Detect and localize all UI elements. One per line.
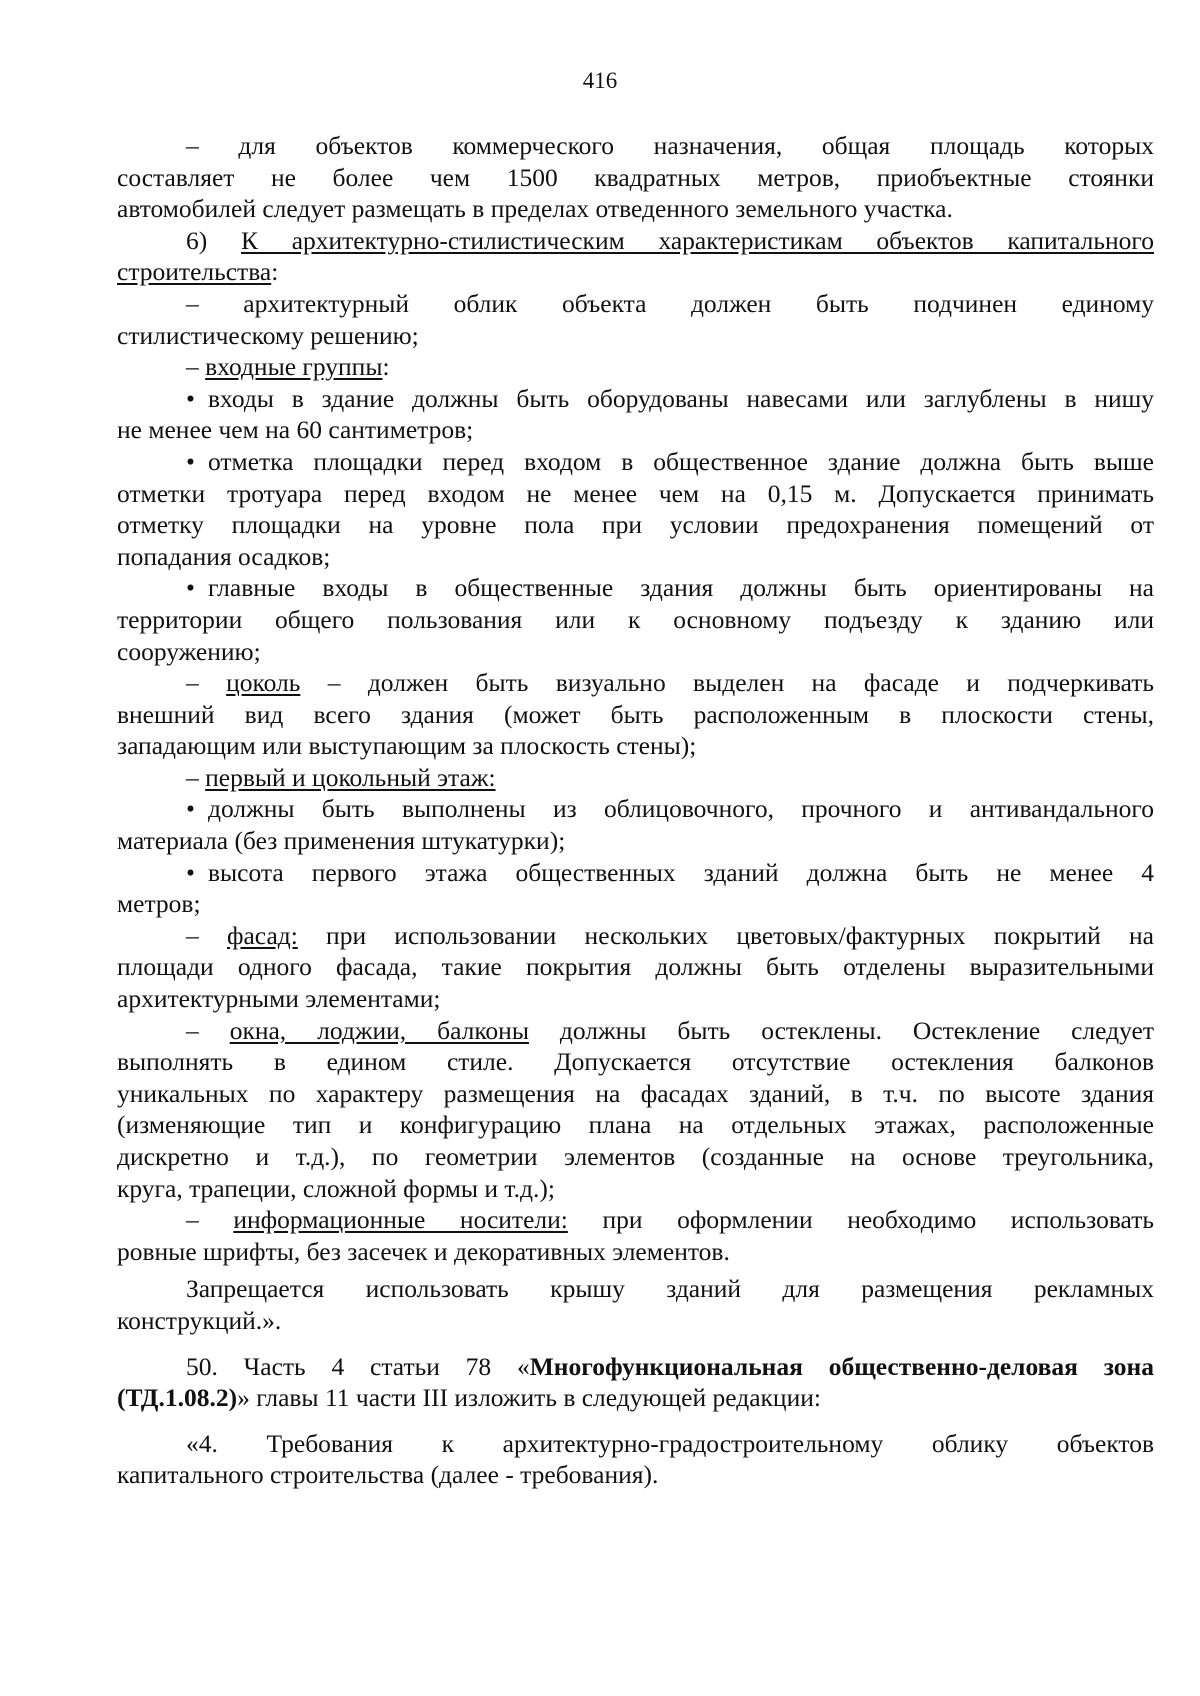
text-line xyxy=(117,730,1154,762)
text-run: ровные шрифты, без засечек и декоративных элементов. xyxy=(117,1236,730,1266)
text-run: капитального строительства (далее - требования). xyxy=(117,1460,659,1490)
text-run: должны быть остеклены. Остекление следует xyxy=(528,1015,1154,1045)
bullet-icon: • xyxy=(186,857,195,887)
text-line xyxy=(117,699,1154,731)
text-run: отметка площадки перед входом в общественное здание должна быть выше xyxy=(208,446,1154,476)
text-run: – архитектурный облик объекта должен быть подчинен единому xyxy=(186,288,1154,318)
text-run: – xyxy=(186,920,227,950)
text-run: 50. Часть 4 статьи 78 « xyxy=(186,1351,530,1381)
text-line xyxy=(117,825,1154,857)
text-line xyxy=(117,762,1154,794)
text-run: при оформлении необходимо использовать xyxy=(567,1205,1154,1235)
text-line xyxy=(117,857,1154,889)
text-line xyxy=(117,162,1154,194)
text-line xyxy=(117,478,1154,510)
text-line xyxy=(117,383,1154,415)
text-run: должны быть выполнены из облицовочного, прочного и антивандального xyxy=(208,794,1154,824)
text-run: – xyxy=(186,1205,234,1235)
text-line xyxy=(117,509,1154,541)
underlined-text: окна, лоджии, балконы xyxy=(229,1015,529,1045)
text-line xyxy=(117,541,1154,573)
text-run: уникальных по характеру размещения на фасадах зданий, в т.ч. по высоте здания xyxy=(117,1078,1154,1108)
text-line xyxy=(117,572,1154,604)
text-run: попадания осадков; xyxy=(117,541,331,571)
text-run: : xyxy=(382,352,390,382)
bullet-icon: • xyxy=(186,794,195,824)
text-run: материала (без применения штукатурки); xyxy=(117,826,566,856)
text-run: дискретно и т.д.), по геометрии элементов (созданные на основе треугольника, xyxy=(117,1142,1154,1171)
text-run: выполнять в едином стиле. Допускается отсутствие остекления балконов xyxy=(117,1047,1154,1077)
text-run: автомобилей следует размещать в пределах отведенного земельного участка. xyxy=(117,194,953,224)
text-line xyxy=(117,1273,1154,1305)
text-run: метров; xyxy=(117,889,201,919)
text-run: не менее чем на 60 сантиметров; xyxy=(117,415,474,445)
text-line xyxy=(117,1141,1154,1173)
text-line xyxy=(117,951,1154,983)
text-run: круга, трапеции, сложной формы и т.д.); xyxy=(117,1173,555,1203)
text-line xyxy=(117,193,1154,225)
text-run: стилистическому решению; xyxy=(117,320,419,350)
text-run: – xyxy=(186,352,206,382)
text-run: «4. Требования к архитектурно-градостроительному облику объектов xyxy=(186,1428,1154,1458)
text-run: – xyxy=(186,668,227,698)
text-run: площади одного фасада, такие покрытия должны быть отделены выразительными xyxy=(117,952,1154,982)
text-line xyxy=(117,793,1154,825)
text-line xyxy=(117,1459,1154,1491)
text-run: – xyxy=(186,1015,230,1045)
text-line xyxy=(117,225,1154,257)
text-run: : xyxy=(271,257,279,287)
text-run: главные входы в общественные здания должны быть ориентированы на xyxy=(208,573,1154,603)
underlined-text: цоколь xyxy=(226,668,301,698)
text-run: территории общего пользования или к основному подъезду к зданию или xyxy=(117,604,1154,634)
text-run: (изменяющие тип и конфигурацию плана на отдельных этажах, расположенные xyxy=(117,1110,1154,1140)
text-run: отметку площадки на уровне пола при условии предохранения помещений от xyxy=(117,510,1154,540)
text-line xyxy=(117,320,1154,352)
underlined-text: К архитектурно-стилистическим характеристикам объектов капитального xyxy=(240,225,1154,255)
text-run: при использовании нескольких цветовых/фактурных покрытий на xyxy=(297,920,1154,950)
underlined-text: информационные носители: xyxy=(233,1205,568,1235)
text-line xyxy=(117,1078,1154,1110)
text-line xyxy=(117,1428,1154,1460)
bold-text: Многофункциональная общественно-деловая зона xyxy=(529,1351,1154,1381)
text-line xyxy=(117,636,1154,668)
text-run: составляет не более чем 1500 квадратных метров, приобъектные стоянки xyxy=(117,162,1154,192)
text-line xyxy=(117,1173,1154,1205)
text-line xyxy=(117,1305,1154,1337)
text-run: западающим или выступающим за плоскость стены); xyxy=(117,731,697,761)
text-line xyxy=(117,888,1154,920)
text-line xyxy=(117,1382,1154,1414)
text-run: » главы 11 части III изложить в следующей редакции: xyxy=(237,1383,821,1413)
text-run: отметки тротуара перед входом не менее чем на 0,15 м. Допускается принимать xyxy=(117,478,1154,508)
underlined-text: входные группы xyxy=(205,352,383,382)
text-run: внешний вид всего здания (может быть расположенным в плоскости стены, xyxy=(117,699,1154,729)
document-body xyxy=(117,130,1154,1491)
text-run: конструкций.». xyxy=(117,1305,282,1335)
text-run: – xyxy=(186,762,206,792)
text-run: 6) xyxy=(186,225,241,255)
underlined-text: первый и цокольный этаж: xyxy=(205,762,496,792)
text-run: входы в здание должны быть оборудованы навесами или заглублены в нишу xyxy=(208,383,1154,413)
text-run: высота первого этажа общественных зданий должна быть не менее 4 xyxy=(208,857,1154,887)
page-number: 416 xyxy=(582,68,618,93)
underlined-text: строительства xyxy=(117,257,272,287)
text-line xyxy=(117,1351,1154,1383)
text-line xyxy=(117,667,1154,699)
text-line xyxy=(117,1046,1154,1078)
text-line xyxy=(117,414,1154,446)
text-line xyxy=(117,130,1154,162)
underlined-text: фасад: xyxy=(226,920,298,950)
text-line xyxy=(117,920,1154,952)
text-run: сооружению; xyxy=(117,636,261,666)
text-line xyxy=(117,1204,1154,1236)
text-run: архитектурными элементами; xyxy=(117,984,441,1014)
bold-text: (ТД.1.08.2) xyxy=(117,1383,238,1413)
text-line xyxy=(117,288,1154,320)
text-run: Запрещается использовать крышу зданий для размещения рекламных xyxy=(186,1274,1154,1304)
text-run: – для объектов коммерческого назначения, общая площадь которых xyxy=(186,131,1154,160)
bullet-icon: • xyxy=(186,383,195,413)
text-line xyxy=(117,446,1154,478)
text-run: – должен быть визуально выделен на фасаде и подчеркивать xyxy=(300,668,1155,698)
text-line xyxy=(117,983,1154,1015)
text-line xyxy=(117,256,1154,288)
text-line xyxy=(117,351,1154,383)
text-line xyxy=(117,1236,1154,1268)
bullet-icon: • xyxy=(186,573,195,603)
text-line xyxy=(117,604,1154,636)
text-line xyxy=(117,1015,1154,1047)
bullet-icon: • xyxy=(186,446,195,476)
text-line xyxy=(117,1109,1154,1141)
